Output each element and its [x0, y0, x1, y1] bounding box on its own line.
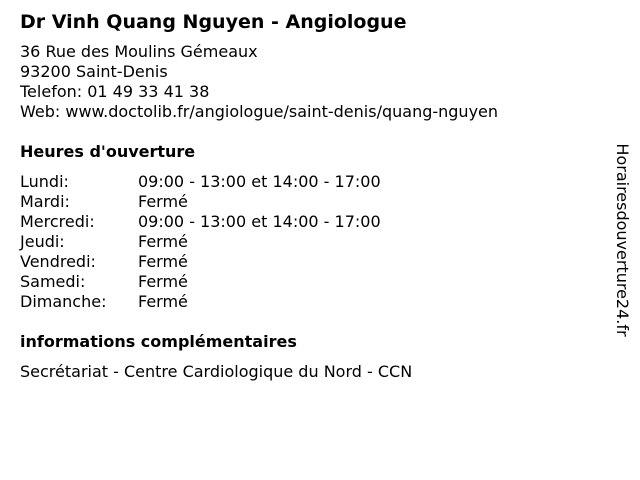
- page-title: Dr Vinh Quang Nguyen - Angiologue: [20, 11, 407, 33]
- day-label: Lundi:: [20, 172, 69, 191]
- day-label: Samedi:: [20, 272, 86, 291]
- hours-row-monday: [20, 172, 600, 192]
- info-heading: informations complémentaires: [20, 332, 297, 351]
- hours-row-tuesday: [20, 192, 600, 212]
- day-label: Vendredi:: [20, 252, 96, 271]
- phone-number: Telefon: 01 49 33 41 38: [20, 82, 210, 101]
- website: Web: www.doctolib.fr/angiologue/saint-denis/quang-nguyen: [20, 102, 499, 121]
- hours-row-saturday: [20, 272, 600, 292]
- day-hours: Fermé: [138, 272, 188, 291]
- street-address: 36 Rue des Moulins Gémeaux: [20, 42, 258, 61]
- day-label: Mardi:: [20, 192, 70, 211]
- day-hours: Fermé: [138, 292, 188, 311]
- hours-table: [20, 172, 600, 312]
- city-postal: 93200 Saint-Denis: [20, 62, 168, 81]
- business-card: [20, 10, 600, 382]
- day-hours: Fermé: [138, 192, 188, 211]
- info-text: Secrétariat - Centre Cardiologique du Nord - CCN: [20, 362, 413, 381]
- day-hours: Fermé: [138, 252, 188, 271]
- hours-row-thursday: [20, 232, 600, 252]
- hours-row-sunday: [20, 292, 600, 312]
- day-label: Mercredi:: [20, 212, 95, 231]
- hours-row-wednesday: [20, 212, 600, 232]
- day-label: Jeudi:: [20, 232, 65, 251]
- address-block: [20, 42, 600, 122]
- hours-heading: Heures d'ouverture: [20, 142, 196, 161]
- day-hours: Fermé: [138, 232, 188, 251]
- day-hours: 09:00 - 13:00 et 14:00 - 17:00: [138, 212, 381, 231]
- day-label: Dimanche:: [20, 292, 107, 311]
- brand-watermark: Horairesdouverture24.fr: [613, 143, 632, 337]
- hours-row-friday: [20, 252, 600, 272]
- day-hours: 09:00 - 13:00 et 14:00 - 17:00: [138, 172, 381, 191]
